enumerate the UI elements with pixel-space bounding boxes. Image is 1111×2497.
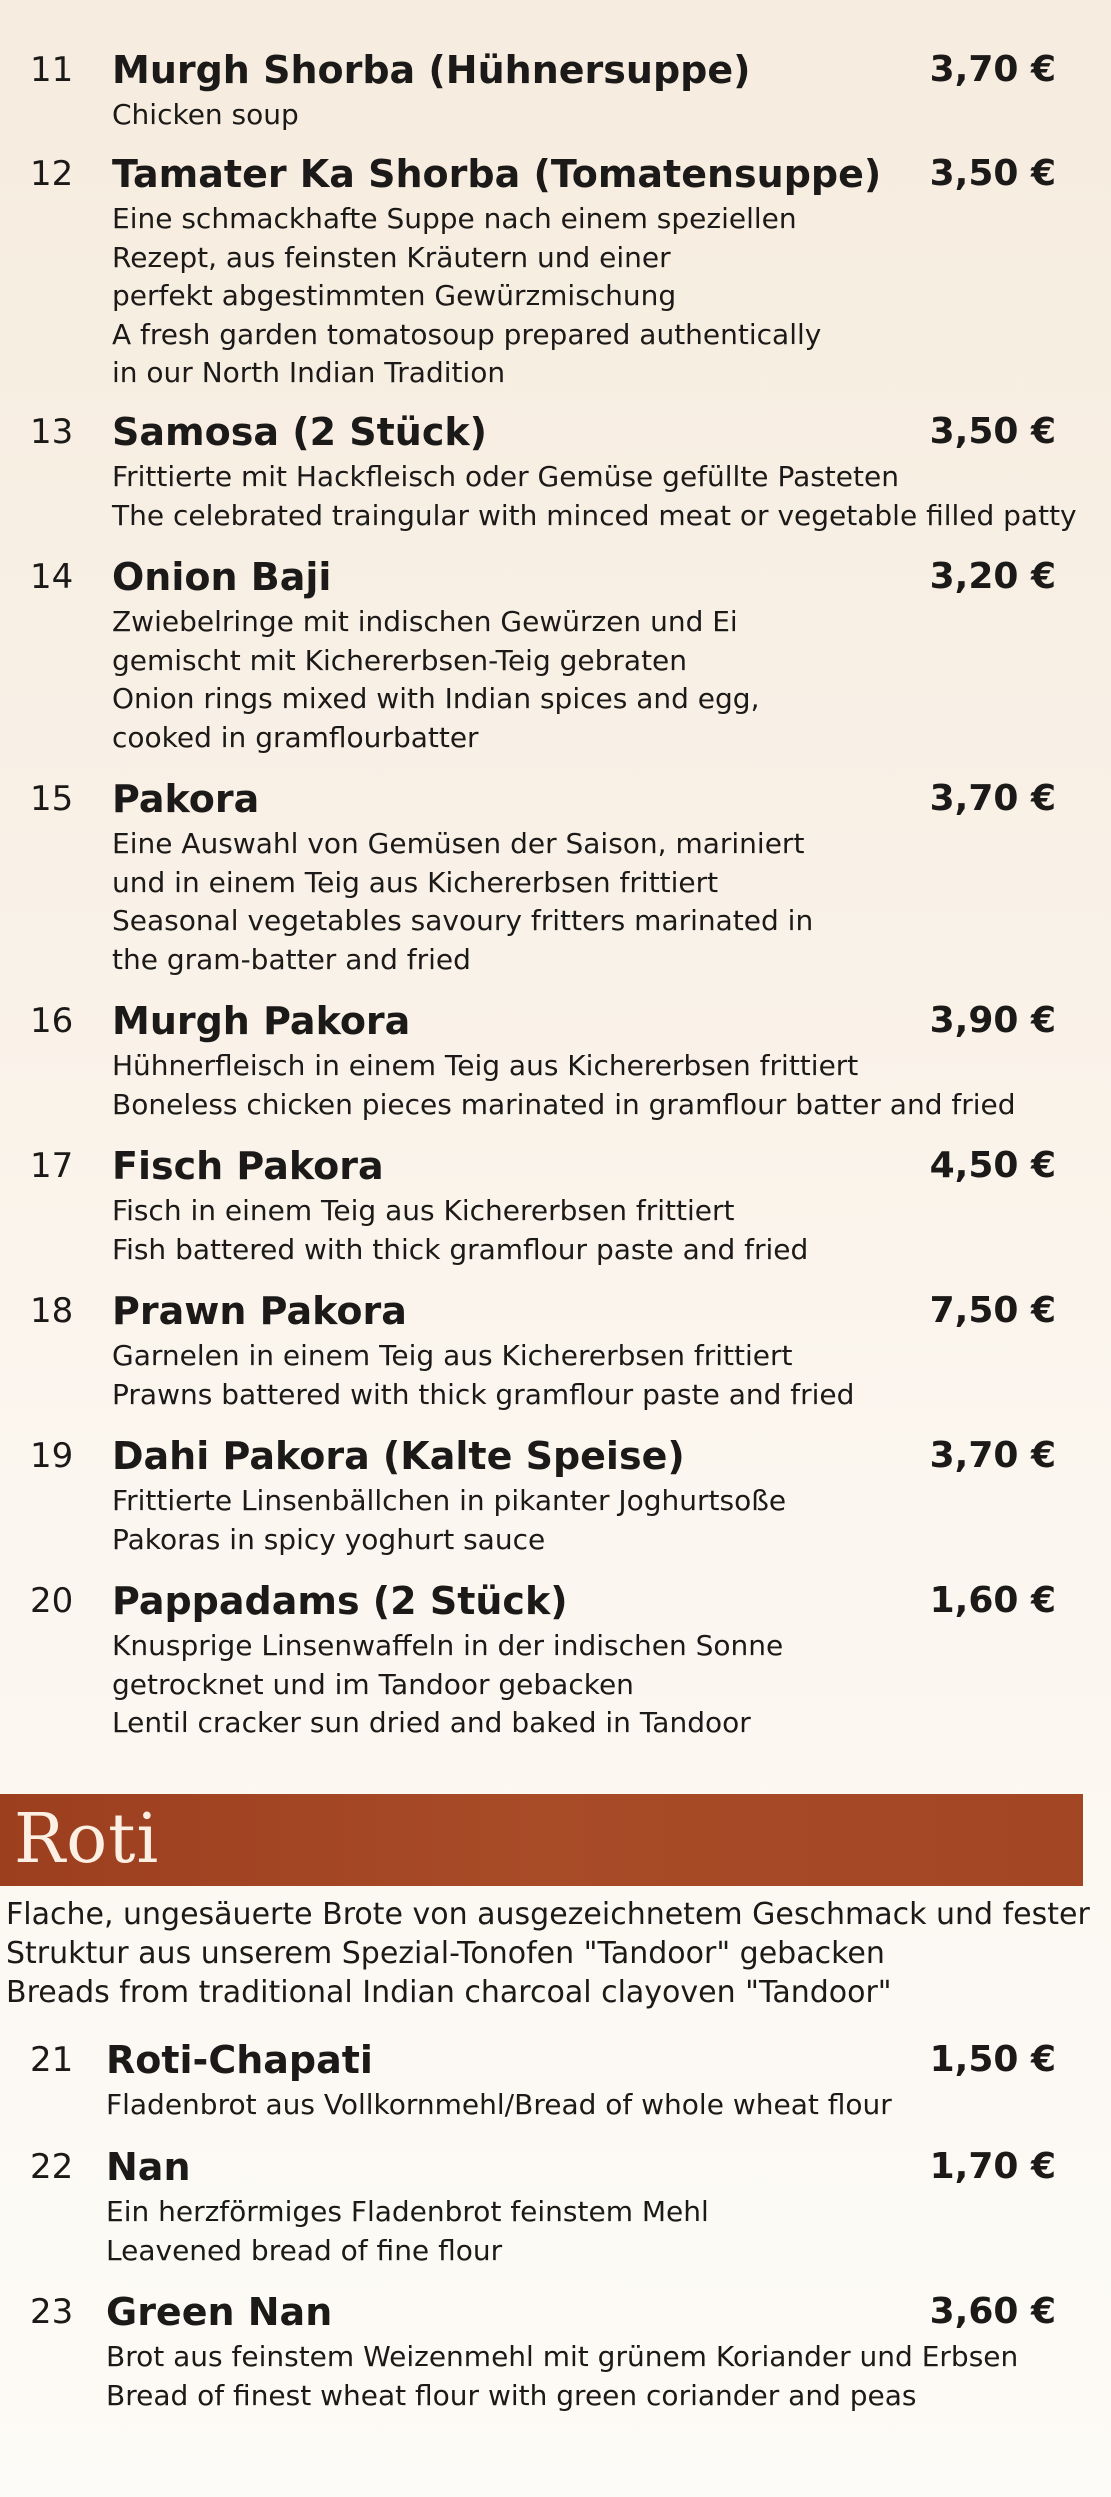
- item-name: Pakora: [112, 777, 260, 821]
- menu-item-18: [0, 1289, 1111, 1411]
- item-name: Onion Baji: [112, 555, 332, 599]
- menu-item-13: [0, 410, 1111, 532]
- item-number: 14: [30, 557, 74, 597]
- menu-item-23: [0, 2290, 1111, 2412]
- desc-line: Seasonal vegetables savoury fritters marinated in: [112, 904, 814, 937]
- item-price: 3,50 €: [929, 411, 1056, 452]
- desc-line: und in einem Teig aus Kichererbsen frittiert: [112, 865, 719, 899]
- item-price: 1,60 €: [929, 1580, 1056, 1621]
- desc-line: Boneless chicken pieces marinated in gramflour batter and fried: [112, 1087, 1016, 1121]
- item-number: 19: [30, 1436, 74, 1476]
- menu-item-17: [0, 1144, 1111, 1266]
- desc-line: Garnelen in einem Teig aus Kichererbsen frittiert: [112, 1339, 793, 1372]
- desc-line: Frittierte Linsenbällchen in pikanter Joghurtsoße: [112, 1484, 787, 1517]
- desc-line: Eine schmackhafte Suppe nach einem speziellen: [112, 202, 797, 235]
- desc-line: Hühnerfleisch in einem Teig aus Kichererbsen frittiert: [112, 1049, 859, 1082]
- menu-item-20: [0, 1579, 1111, 1739]
- item-number: 13: [30, 412, 74, 452]
- desc-line: The celebrated traingular with minced meat or vegetable filled patty: [112, 498, 1077, 532]
- desc-line: Pakoras in spicy yoghurt sauce: [112, 1522, 546, 1556]
- item-description: [106, 2086, 892, 2125]
- roti-section-banner: [0, 1794, 1083, 1886]
- item-description: [112, 1627, 783, 1743]
- menu-item-19: [0, 1434, 1111, 1556]
- desc-line: Knusprige Linsenwaffeln in der indischen Sonne: [112, 1629, 784, 1662]
- desc-line: Onion rings mixed with Indian spices and egg,: [112, 682, 760, 715]
- desc-line: cooked in gramflourbatter: [112, 720, 479, 754]
- item-description: [112, 603, 759, 757]
- desc-line: Lentil cracker sun dried and baked in Tandoor: [112, 1706, 751, 1739]
- item-description: [106, 2193, 709, 2270]
- intro-line: Breads from traditional Indian charcoal clayoven "Tandoor": [6, 1975, 892, 2010]
- item-description: [112, 458, 1077, 535]
- menu-item-15: [0, 777, 1111, 976]
- item-name: Samosa (2 Stück): [112, 410, 487, 454]
- item-price: 1,70 €: [929, 2146, 1056, 2187]
- desc-line: Frittierte mit Hackfleisch oder Gemüse gefüllte Pasteten: [112, 460, 899, 493]
- item-name: Murgh Pakora: [112, 999, 411, 1043]
- desc-line: Eine Auswahl von Gemüsen der Saison, mariniert: [112, 827, 805, 860]
- item-price: 1,50 €: [929, 2039, 1056, 2080]
- intro-line: Struktur aus unserem Spezial-Tonofen "Tandoor" gebacken: [6, 1936, 885, 1971]
- desc-line: Brot aus feinstem Weizenmehl mit grünem Koriander und Erbsen: [106, 2340, 1019, 2373]
- item-number: 12: [30, 154, 74, 194]
- intro-line: Flache, ungesäuerte Brote von ausgezeichnetem Geschmack und fester: [6, 1897, 1090, 1932]
- item-name: Dahi Pakora (Kalte Speise): [112, 1434, 685, 1478]
- desc-line: in our North Indian Tradition: [112, 356, 506, 389]
- item-price: 4,50 €: [929, 1145, 1056, 1186]
- desc-line: perfekt abgestimmten Gewürzmischung: [112, 279, 677, 312]
- desc-line: Zwiebelringe mit indischen Gewürzen und Ei: [112, 605, 738, 638]
- menu-item-22: [0, 2145, 1111, 2267]
- item-description: [106, 2338, 1018, 2415]
- desc-line: Fladenbrot aus Vollkornmehl/Bread of whole wheat flour: [106, 2088, 892, 2121]
- item-name: Tamater Ka Shorba (Tomatensuppe): [112, 152, 882, 196]
- desc-line: Ein herzförmiges Fladenbrot feinstem Mehl: [106, 2195, 709, 2228]
- item-description: [112, 200, 821, 393]
- item-name: Green Nan: [106, 2290, 333, 2334]
- section-title: Roti: [14, 1800, 160, 1879]
- menu-item-21: [0, 2038, 1111, 2121]
- desc-line: Prawns battered with thick gramflour paste and fried: [112, 1377, 855, 1411]
- item-number: 15: [30, 779, 74, 819]
- item-number: 11: [30, 50, 74, 90]
- menu-item-11: [0, 48, 1111, 131]
- item-description: [112, 825, 813, 979]
- menu-item-12: [0, 152, 1111, 389]
- item-name: Prawn Pakora: [112, 1289, 407, 1333]
- item-price: 3,70 €: [929, 1435, 1056, 1476]
- desc-line: Fisch in einem Teig aus Kichererbsen frittiert: [112, 1194, 735, 1227]
- item-number: 17: [30, 1146, 74, 1186]
- item-number: 23: [30, 2292, 74, 2332]
- item-price: 3,90 €: [929, 1000, 1056, 1041]
- item-description: [112, 96, 299, 135]
- desc-line: Bread of finest wheat flour with green coriander and peas: [106, 2378, 917, 2412]
- item-price: 7,50 €: [929, 1290, 1056, 1331]
- item-description: [112, 1047, 1016, 1124]
- menu-item-16: [0, 999, 1111, 1121]
- item-price: 3,20 €: [929, 556, 1056, 597]
- item-description: [112, 1192, 808, 1269]
- item-name: Nan: [106, 2145, 191, 2189]
- desc-line: getrocknet und im Tandoor gebacken: [112, 1667, 634, 1701]
- item-name: Pappadams (2 Stück): [112, 1579, 568, 1623]
- desc-line: Leavened bread of fine flour: [106, 2233, 503, 2267]
- item-number: 21: [30, 2040, 74, 2080]
- item-number: 20: [30, 1581, 74, 1621]
- item-name: Roti-Chapati: [106, 2038, 373, 2082]
- item-price: 3,60 €: [929, 2291, 1056, 2332]
- item-number: 22: [30, 2147, 74, 2187]
- item-price: 3,50 €: [929, 153, 1056, 194]
- desc-line: Rezept, aus feinsten Kräutern und einer: [112, 240, 671, 274]
- item-description: [112, 1337, 854, 1414]
- desc-line: Fish battered with thick gramflour paste and fried: [112, 1232, 809, 1266]
- desc-line: Chicken soup: [112, 98, 299, 131]
- item-description: [112, 1482, 786, 1559]
- item-price: 3,70 €: [929, 778, 1056, 819]
- menu-item-14: [0, 555, 1111, 754]
- item-number: 18: [30, 1291, 74, 1331]
- item-name: Fisch Pakora: [112, 1144, 384, 1188]
- roti-section-intro: [6, 1895, 1090, 2012]
- item-price: 3,70 €: [929, 49, 1056, 90]
- desc-line: A fresh garden tomatosoup prepared authentically: [112, 317, 822, 351]
- desc-line: gemischt mit Kichererbsen-Teig gebraten: [112, 643, 688, 677]
- item-name: Murgh Shorba (Hühnersuppe): [112, 48, 751, 92]
- item-number: 16: [30, 1001, 74, 1041]
- desc-line: the gram-batter and fried: [112, 942, 471, 976]
